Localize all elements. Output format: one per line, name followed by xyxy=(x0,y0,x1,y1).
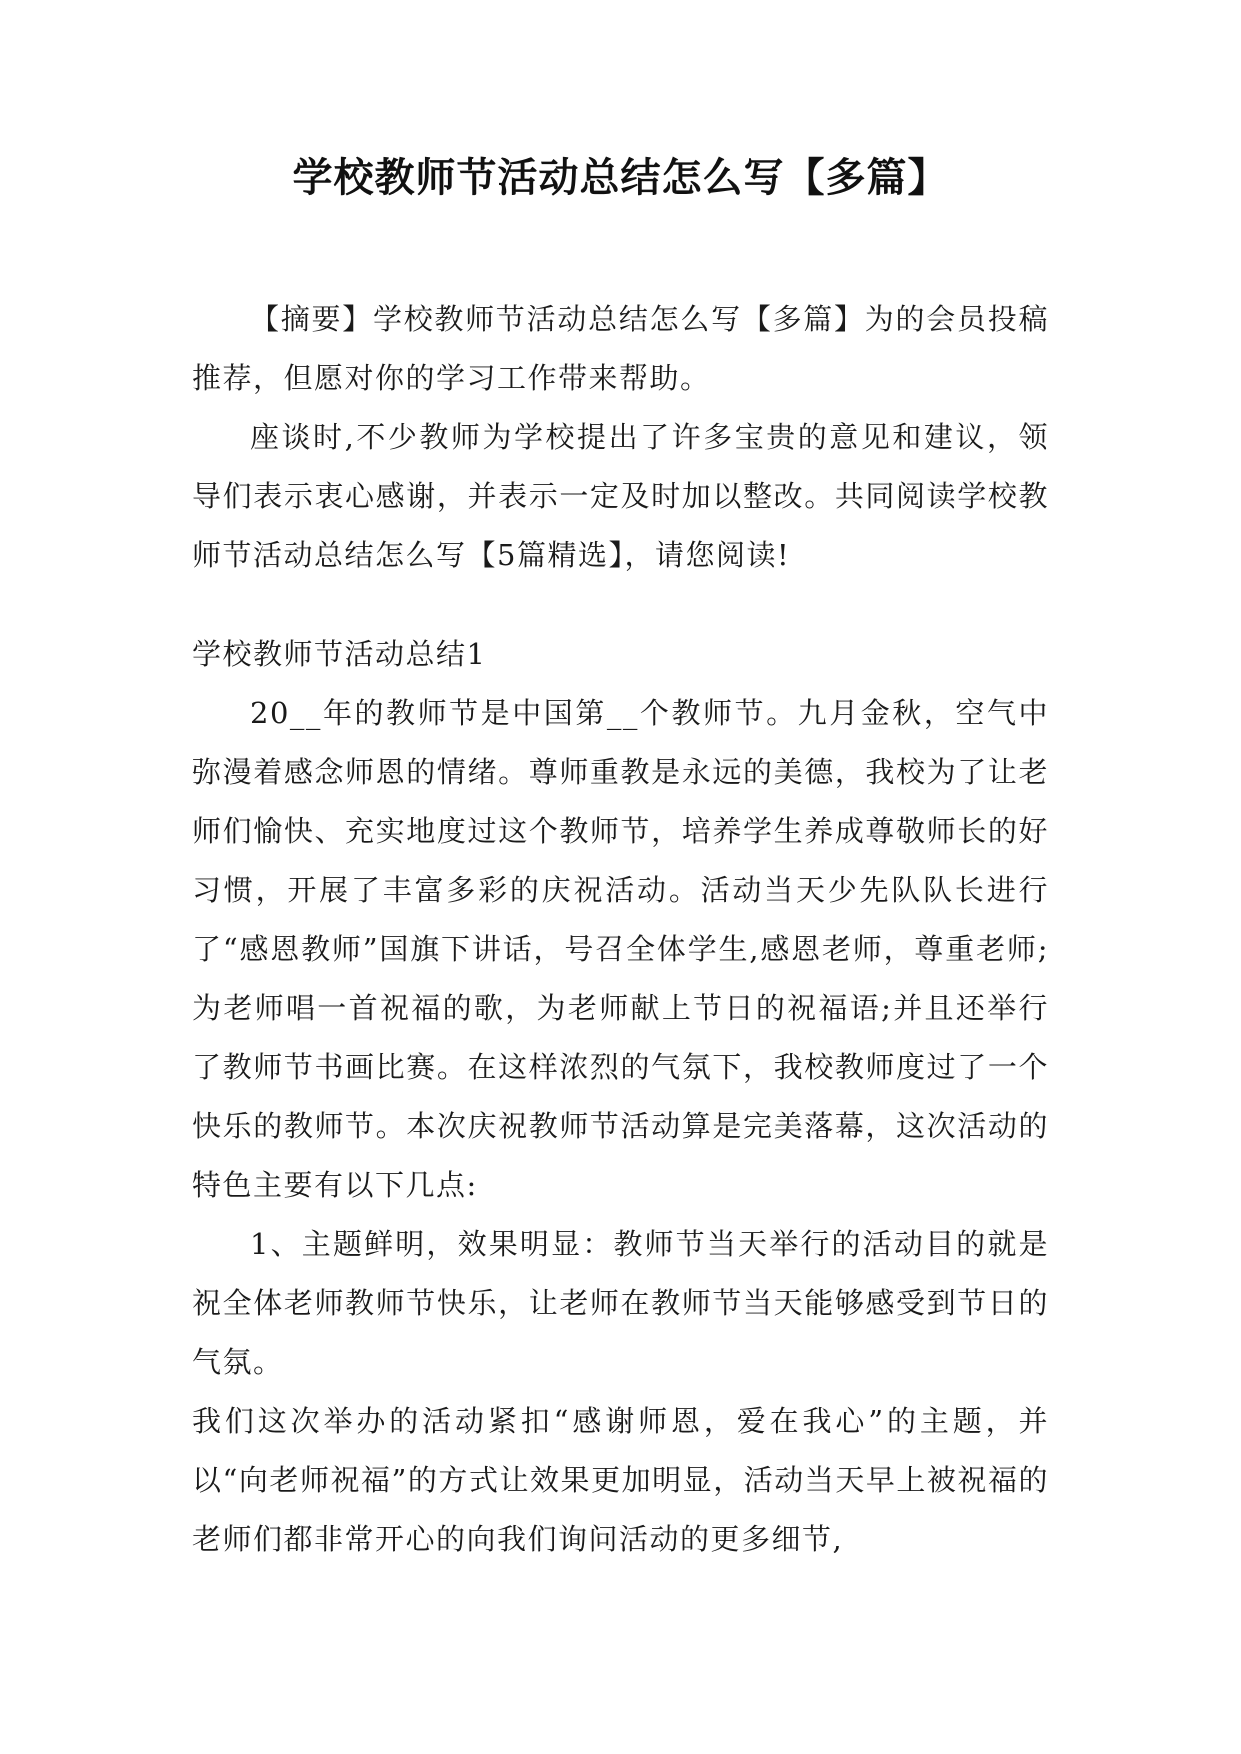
document-body xyxy=(192,290,1049,1569)
section-spacer xyxy=(192,585,1049,625)
abstract-paragraph: 【摘要】学校教师节活动总结怎么写【多篇】为的会员投稿推荐，但愿对你的学习工作带来帮助。 xyxy=(192,302,1049,395)
intro-paragraph: 座谈时,不少教师为学校提出了许多宝贵的意见和建议，领导们表示衷心感谢，并表示一定及时加以整改。共同阅读学校教师节活动总结怎么写【5篇精选】，请您阅读! xyxy=(192,420,1049,572)
section-paragraph: 我们这次举办的活动紧扣“感谢师恩，爱在我心”的主题，并以“向老师祝福”的方式让效果更加明显，活动当天早上被祝福的老师们都非常开心的向我们询问活动的更多细节, xyxy=(192,1404,1049,1556)
document-title: 学校教师节活动总结怎么写【多篇】 xyxy=(292,155,949,201)
section-paragraph: 1、主题鲜明，效果明显：教师节当天举行的活动目的就是祝全体老师教师节快乐，让老师在教师节当天能够感受到节日的气氛。 xyxy=(192,1227,1049,1379)
section-paragraph: 20__年的教师节是中国第__个教师节。九月金秋，空气中弥漫着感念师恩的情绪。尊师重教是永远的美德，我校为了让老师们愉快、充实地度过这个教师节，培养学生养成尊敬师长的好习惯，开展了丰富多彩的庆祝活动。活动当天少先队队长进行了“感恩教师”国旗下讲话，号召全体学生,感恩老师，尊重老师;为老师唱一首祝福的歌，为老师献上节日的祝福语;并且还举行了教师节书画比赛。在这样浓烈的气氛下，我校教师度过了一个快乐的教师节。本次庆祝教师节活动算是完美落幕，这次活动的特色主要有以下几点: xyxy=(192,696,1049,1202)
section-heading: 学校教师节活动总结1 xyxy=(192,637,487,671)
